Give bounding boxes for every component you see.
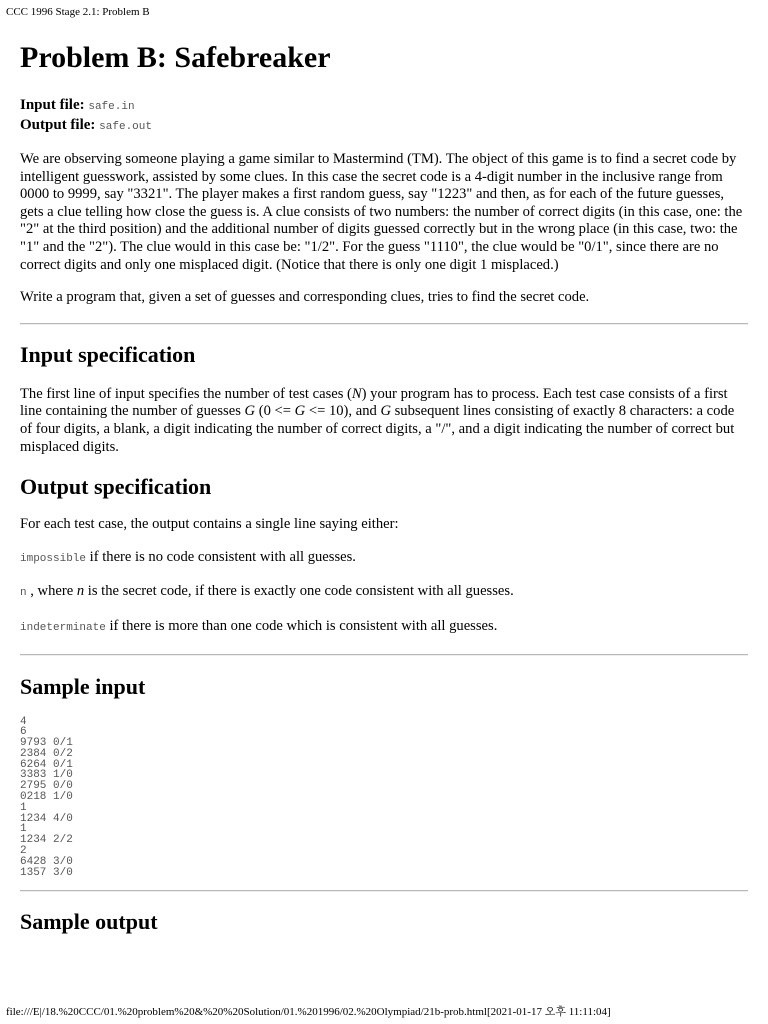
file-info	[20, 96, 748, 136]
input-spec-text: The first line of input specifies the number of test cases (	[20, 385, 352, 402]
input-file-label: Input file:	[20, 97, 85, 113]
output-file-name: safe.out	[99, 121, 152, 133]
case-text: is the secret code, if there is exactly one code consistent with all guesses.	[84, 583, 514, 600]
print-header: CCC 1996 Stage 2.1: Problem B	[6, 6, 150, 18]
var-g: G	[244, 403, 256, 420]
code-n: n	[20, 587, 27, 600]
var-n: N	[351, 385, 362, 402]
output-spec-heading: Output specification	[20, 474, 212, 500]
task-paragraph: Write a program that, given a set of guesses and corresponding clues, tries to find the secret code.	[20, 289, 590, 306]
input-spec-text: subsequent lines consisting of exactly 8 characters: a code of four digits, a blank, a digit indicating the number of correct digits, a "/", and a digit indicating the number of correct but misplaced digits.	[20, 403, 735, 455]
code-impossible: impossible	[20, 552, 87, 565]
sample-input-heading: Sample input	[20, 673, 146, 699]
divider	[20, 890, 748, 892]
document-body	[20, 38, 748, 936]
intro-paragraph: We are observing someone playing a game similar to Mastermind (TM). The object of this game is to find a secret code by intelligent guesswork, assisted by some clues. In this case the secret code is a 4-digit number in the inclusive range from 0000 to 9999, say "3321". The player makes a first random guess, say "1223" and then, as for each of the future guesses, gets a clue telling how close the guess is. A clue consists of two numbers: the number of correct digits (in this case, one: the "2" at the third position) and the additional number of digits guessed correctly but in the wrong place (in this case, two: the "1" and the "2"). The clue would in this case be: "1/2". For the guess "1110", the clue would be "0/1", since there are no correct digits and only one misplaced digit. (Notice that there is only one digit 1 misplaced.)	[20, 151, 743, 273]
input-spec-heading: Input specification	[20, 341, 196, 367]
output-case-impossible	[20, 549, 748, 569]
output-file-line	[20, 116, 748, 136]
input-file-name: safe.in	[88, 101, 135, 113]
input-spec-text: ) your program has to process. Each test case consists of a first line containing the number of guesses	[20, 385, 728, 420]
page-title: Problem B: Safebreaker	[20, 41, 331, 74]
input-file-line	[20, 96, 748, 116]
case-text: , where	[26, 583, 77, 600]
var-n: n	[76, 583, 85, 600]
case-text: if there is more than one code which is consistent with all guesses.	[105, 617, 498, 634]
input-spec-paragraph	[20, 386, 748, 456]
input-spec-text: (0 <=	[255, 403, 295, 420]
var-g: G	[294, 403, 306, 420]
output-case-unique	[20, 583, 748, 603]
divider	[20, 654, 748, 656]
divider	[20, 323, 748, 325]
output-spec-intro: For each test case, the output contains a single line saying either:	[20, 516, 399, 533]
sample-input-block: 4 6 9793 0/1 2384 0/2 6264 0/1 3383 1/0 2795 0/0 0218 1/0 1 1234 4/0 1 1234 2/2 2 6428 3/0 1357 3/0	[20, 715, 73, 879]
input-spec-text: <= 10), and	[305, 403, 381, 420]
case-text: if there is no code consistent with all guesses.	[86, 548, 356, 565]
output-case-indeterminate	[20, 618, 748, 638]
print-footer: file:///E|/18.%20CCC/01.%20problem%20&%20%20Solution/01.%201996/02.%20Olympiad/21b-prob.html[2021-01-17 오후 11:11:04]	[6, 1006, 611, 1018]
code-indeterminate: indeterminate	[20, 621, 106, 634]
sample-output-heading: Sample output	[20, 909, 158, 935]
var-g: G	[380, 403, 391, 420]
output-file-label: Output file:	[20, 117, 96, 133]
